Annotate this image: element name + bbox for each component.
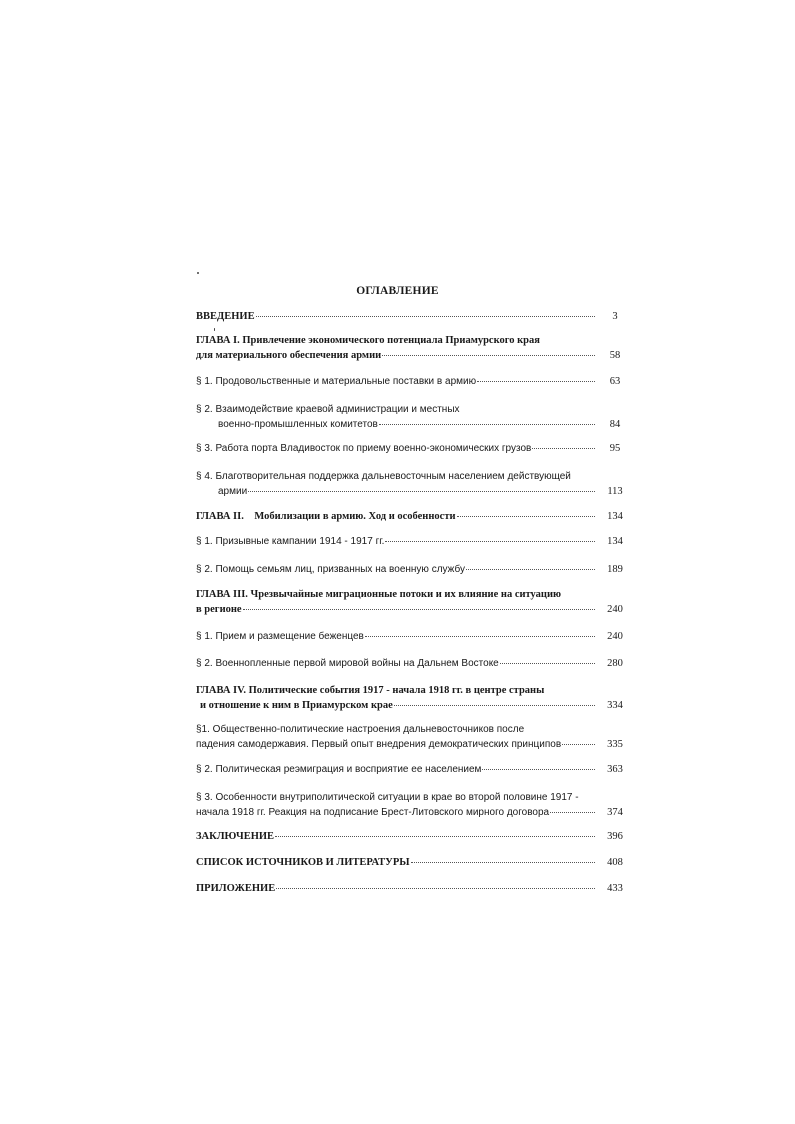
toc-entry-ch4-sec1 — [196, 722, 632, 752]
toc-page-number: 408 — [607, 857, 623, 868]
toc-entry-label: § 3. Работа порта Владивосток по приему военно-экономических грузов — [196, 443, 532, 454]
toc-page-number: 3 — [612, 311, 618, 322]
toc-page-number: 84 — [609, 419, 621, 430]
toc-page-number: 363 — [607, 764, 623, 775]
leader-dots — [482, 768, 595, 770]
toc-page-number: 58 — [609, 350, 621, 361]
toc-entry-label: §1. Общественно-политические настроения дальневосточников после — [196, 724, 525, 735]
toc-entry-label: § 2. Военнопленные первой мировой войны на Дальнем Востоке — [196, 658, 499, 669]
toc-entry-label-cont: для материального обеспечения армии — [196, 350, 382, 361]
toc-entry-introduction — [196, 309, 632, 324]
toc-page-number: 134 — [607, 511, 623, 522]
toc-entry-label: § 1. Продовольственные и материальные поставки в армию — [196, 376, 477, 387]
toc-entry-label-cont: начала 1918 гг. Реакция на подписание Брест-Литовского мирного договора — [196, 807, 550, 818]
leader-dots — [411, 861, 595, 863]
leader-dots — [275, 835, 595, 837]
toc-entry-label: ВВЕДЕНИЕ — [196, 311, 255, 322]
leader-dots — [562, 743, 595, 745]
toc-entry-ch1-sec3 — [196, 441, 632, 456]
toc-entry-label: ЗАКЛЮЧЕНИЕ — [196, 831, 275, 842]
leader-dots — [457, 515, 595, 517]
toc-entry-label: § 2. Взаимодействие краевой администрации и местных — [196, 404, 460, 415]
toc-entry-ch3-sec2 — [196, 656, 632, 671]
toc-entry-label: § 2. Политическая реэмиграция и восприятие ее населением — [196, 764, 482, 775]
toc-entry-label-cont: военно-промышленных комитетов — [218, 419, 378, 430]
leader-dots — [394, 704, 595, 706]
leader-dots — [379, 423, 595, 425]
toc-entry-label: ПРИЛОЖЕНИЕ — [196, 883, 276, 894]
toc-page-number: 396 — [607, 831, 623, 842]
toc-entry-label: ГЛАВА IV. Политические события 1917 - начала 1918 гг. в центре страны — [196, 685, 545, 696]
leader-dots — [243, 608, 595, 610]
toc-page-number: 63 — [609, 376, 621, 387]
toc-entry-label: СПИСОК ИСТОЧНИКОВ И ЛИТЕРАТУРЫ — [196, 857, 410, 868]
toc-page-number: 134 — [607, 536, 623, 547]
toc-page-number: 280 — [607, 658, 623, 669]
toc-entry-ch1-sec1 — [196, 374, 632, 389]
toc-entry-chapter-1 — [196, 333, 632, 363]
toc-entry-ch4-sec3 — [196, 790, 632, 820]
toc-entry-label: § 1. Прием и размещение беженцев — [196, 631, 364, 642]
toc-entry-conclusion — [196, 829, 632, 844]
leader-dots — [385, 540, 595, 542]
scan-speck — [197, 272, 199, 274]
toc-entry-label: § 4. Благотворительная поддержка дальневосточным населением действующей — [196, 471, 571, 482]
toc-page-number: 334 — [607, 700, 623, 711]
leader-dots — [466, 568, 595, 570]
toc-entry-chapter-3 — [196, 587, 632, 617]
toc-page-number: 374 — [607, 807, 623, 818]
leader-dots — [382, 354, 595, 356]
toc-entry-label: ГЛАВА I. Привлечение экономического потенциала Приамурского края — [196, 335, 540, 346]
toc-entry-label-cont: падения самодержавия. Первый опыт внедрения демократических принципов — [196, 739, 562, 750]
toc-entry-ch4-sec2 — [196, 762, 632, 777]
toc-entry-label: ГЛАВА III. Чрезвычайные миграционные потоки и их влияние на ситуацию — [196, 589, 562, 600]
toc-entry-label-cont: армии — [218, 486, 248, 497]
toc-entry-label-cont: в регионе — [196, 604, 242, 615]
leader-dots — [248, 490, 595, 492]
toc-page-number: 113 — [607, 486, 623, 497]
toc-entry-chapter-4 — [196, 683, 632, 713]
toc-page-number: 240 — [607, 631, 623, 642]
scan-speck — [214, 328, 215, 331]
leader-dots — [477, 380, 595, 382]
toc-page-number: 240 — [607, 604, 623, 615]
toc-page-number: 335 — [607, 739, 623, 750]
toc-entry-ch1-sec4 — [196, 469, 632, 499]
leader-dots — [276, 887, 595, 889]
leader-dots — [532, 447, 595, 449]
toc-entry-label: § 1. Призывные кампании 1914 - 1917 гг. — [196, 536, 385, 547]
leader-dots — [256, 315, 595, 317]
leader-dots — [550, 811, 595, 813]
toc-page-number: 95 — [609, 443, 621, 454]
toc-page-number: 433 — [607, 883, 623, 894]
toc-entry-bibliography — [196, 855, 632, 870]
toc-entry-label-cont: и отношение к ним в Приамурском крае — [200, 700, 393, 711]
toc-entry-label: § 3. Особенности внутриполитической ситуации в крае во второй половине 1917 - — [196, 792, 579, 803]
toc-entry-ch3-sec1 — [196, 629, 632, 644]
toc-entry-label: ГЛАВА II. Мобилизации в армию. Ход и особенности — [196, 511, 456, 522]
toc-entry-ch2-sec2 — [196, 562, 632, 577]
toc-title: ОГЛАВЛЕНИЕ — [356, 285, 439, 297]
toc-entry-ch2-sec1 — [196, 534, 632, 549]
toc-entry-chapter-2 — [196, 509, 632, 524]
toc-entry-label: § 2. Помощь семьям лиц, призванных на военную службу — [196, 564, 465, 575]
leader-dots — [500, 662, 595, 664]
toc-page-number: 189 — [607, 564, 623, 575]
leader-dots — [365, 635, 595, 637]
toc-entry-appendix — [196, 881, 632, 896]
toc-entry-ch1-sec2 — [196, 402, 632, 432]
